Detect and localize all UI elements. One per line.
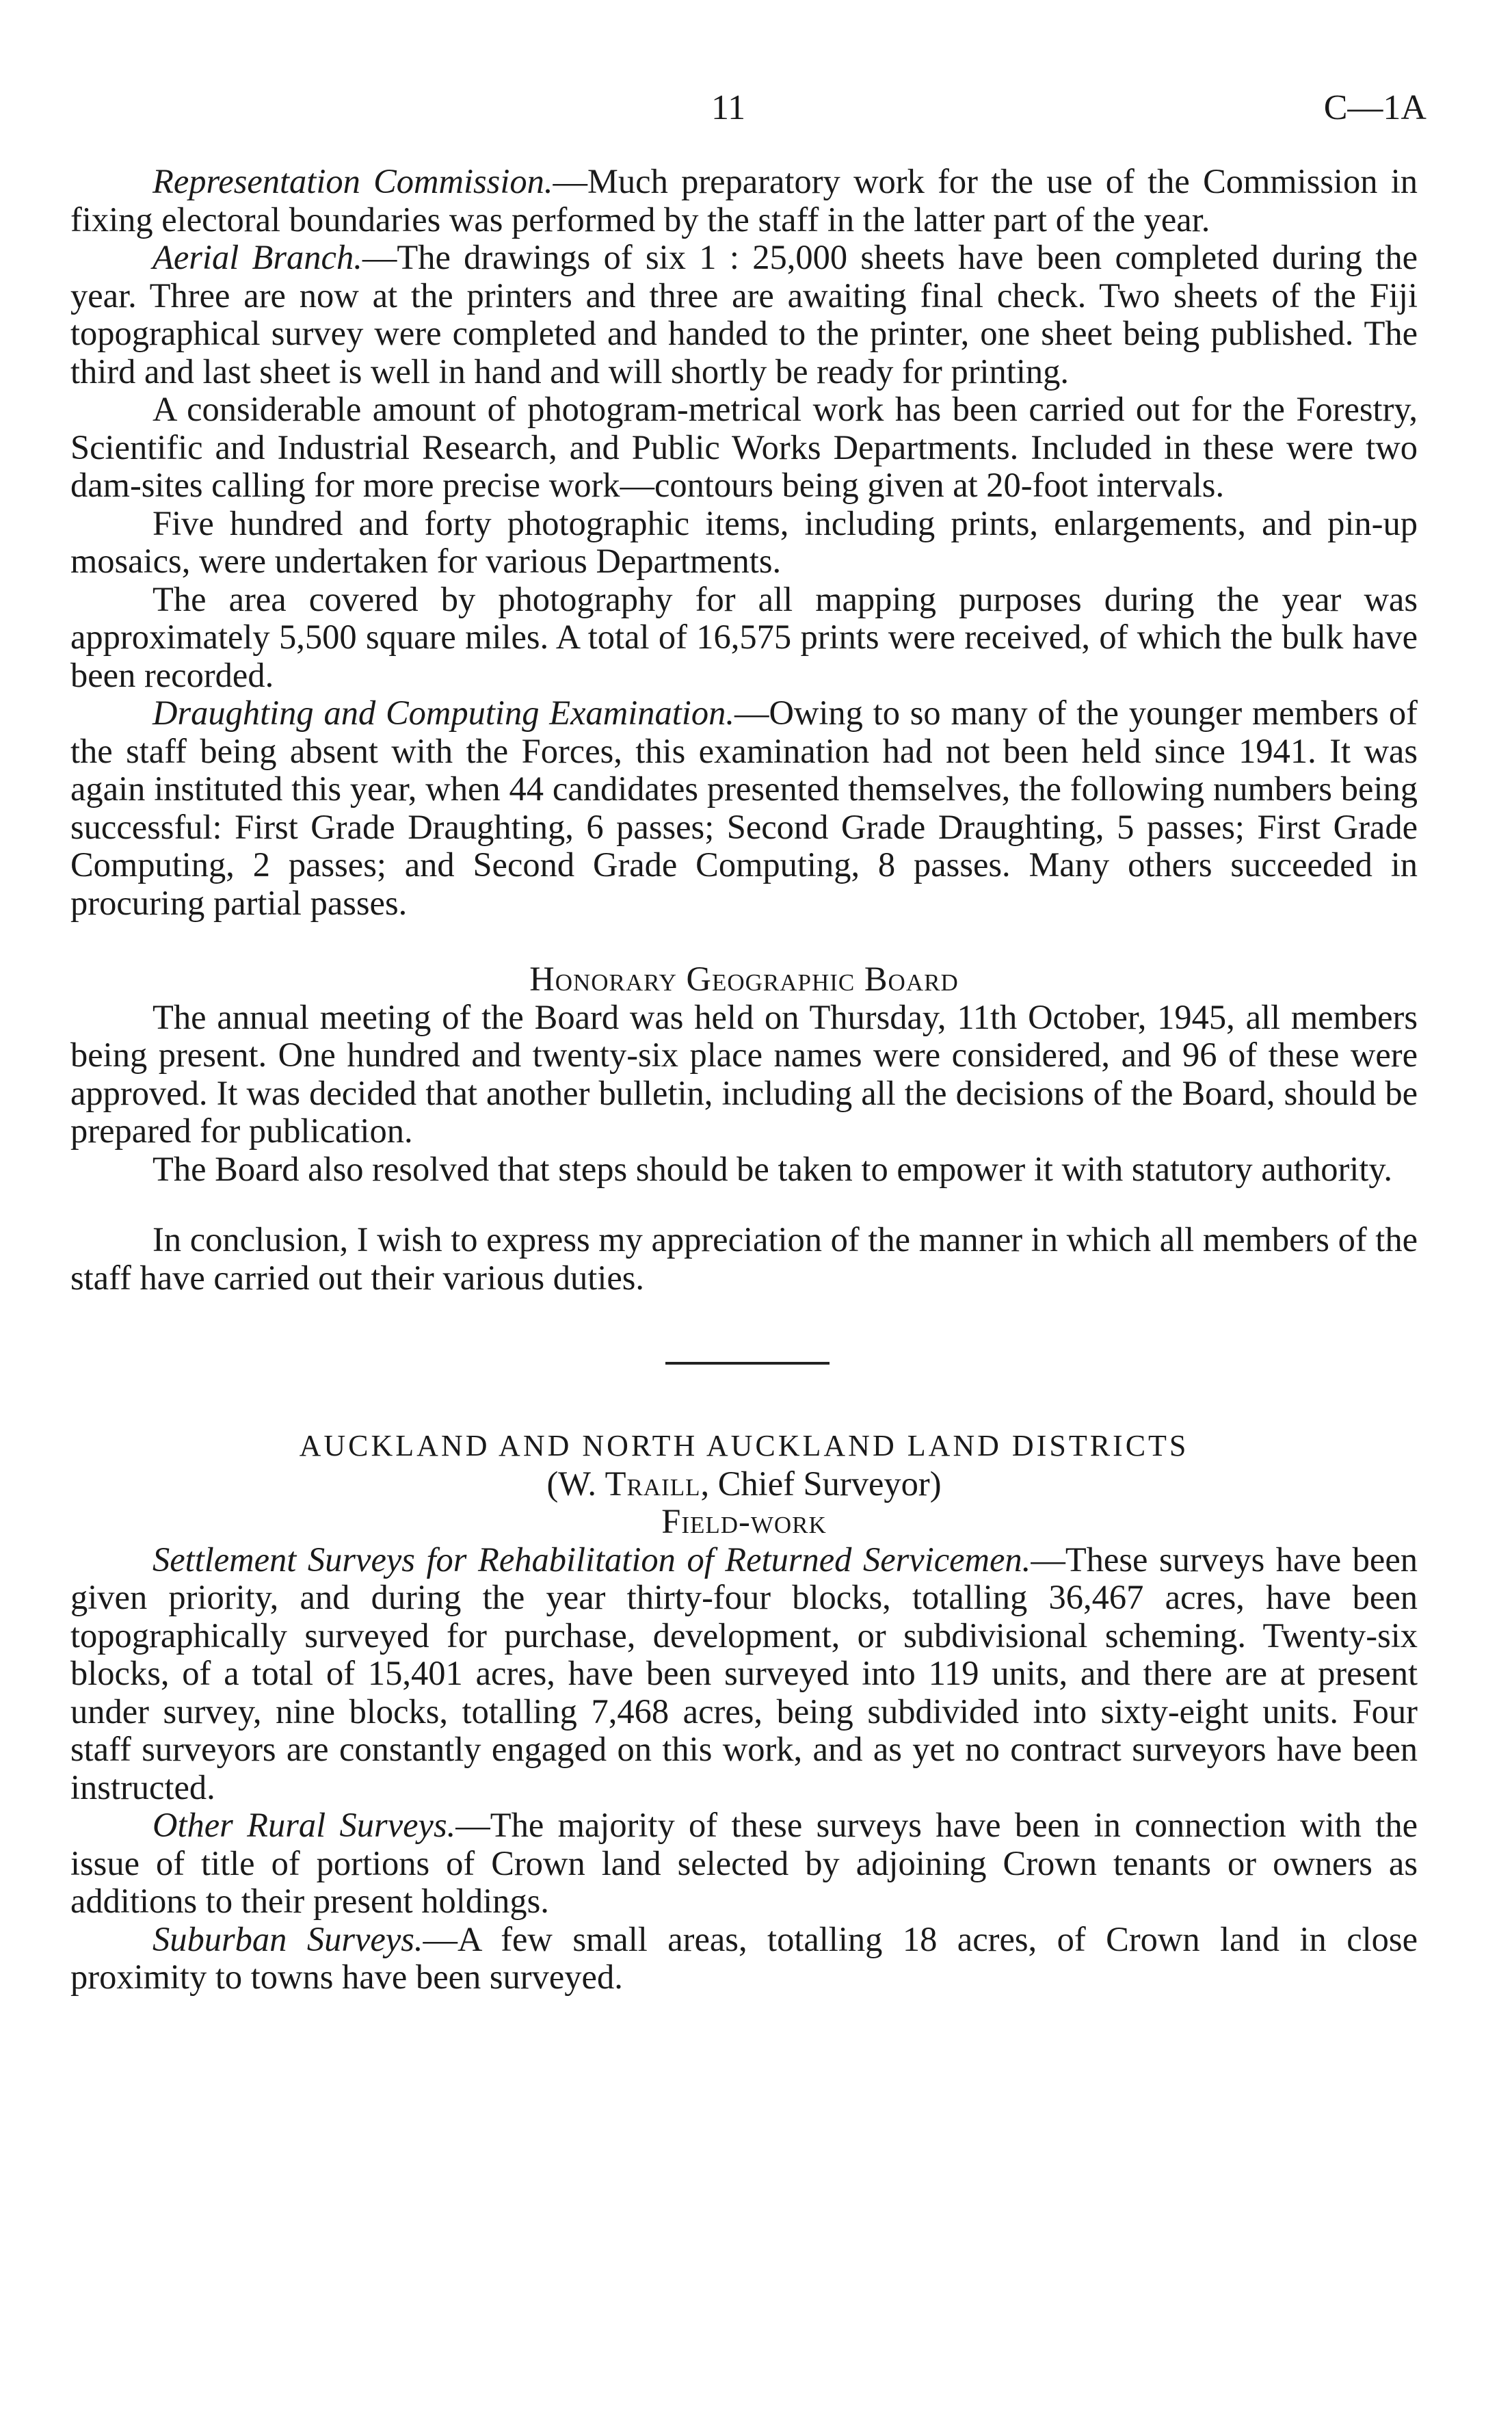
paragraph-lead: Aerial Branch. (152, 238, 362, 276)
paragraph (70, 581, 1418, 695)
paragraph-text: A considerable amount of photogram-metrical work has been carried out for the Forestry, Scientific and Industrial Research, and Public Works Departments. Included in these were two dam-sites calling for more precise work—contours being given at 20-foot intervals. (70, 390, 1418, 504)
conclusion-paragraph (70, 1221, 1418, 1297)
paragraph-lead: Representation Commission. (152, 162, 553, 200)
surveyor-line: (W. Traill, Chief Surveyor) (546, 1464, 942, 1503)
paragraph-text: The annual meeting of the Board was held on Thursday, 11th October, 1945, all members being present. One hundred and twenty-six place names were considered, and 96 of these were approved. It was decided that another bulletin, including all the decisions of the Board, should be prepared for publication. (70, 997, 1418, 1150)
paragraph-text: —The majority of these surveys have been in connection with the issue of title of portions of Crown land selected by adjoining Crown tenants or owners as additions to their present holdings. (70, 1806, 1418, 1920)
paragraph (70, 999, 1418, 1151)
paragraph (70, 1541, 1418, 1807)
paragraph (70, 163, 1418, 239)
paragraph-text: In conclusion, I wish to express my appreciation of the manner in which all members of the staff have carried out their various duties. (70, 1220, 1418, 1297)
paragraph-text: The Board also resolved that steps should be taken to empower it with statutory authority. (152, 1149, 1392, 1188)
page-number: 11 (711, 88, 746, 127)
paragraph (70, 694, 1418, 922)
district-heading: AUCKLAND AND NORTH AUCKLAND LAND DISTRICTS (299, 1429, 1189, 1462)
paragraph (70, 505, 1418, 581)
paragraph-text: —The drawings of six 1 : 25,000 sheets have been completed during the year. Three are now at the printers and three are awaiting final check. Two sheets of the Fiji topographical survey were completed and handed to the printer, one sheet being published. The third and last sheet is well in hand and will shortly be ready for printing. (70, 238, 1418, 391)
document-reference: C—1A (1323, 88, 1427, 127)
paragraph (70, 1151, 1418, 1189)
body-text (70, 163, 1418, 1997)
paragraph-text: Five hundred and forty photographic items, including prints, enlargements, and pin-up mosaics, were undertaken for various Departments. (70, 503, 1418, 580)
paragraph-lead: Settlement Surveys for Rehabilitation of Returned Servicemen. (152, 1540, 1031, 1579)
paragraph-text: —A few small areas, totalling 18 acres, of Crown land in close proximity to towns have been surveyed. (70, 1919, 1418, 1996)
paragraph-lead: Suburban Surveys. (152, 1919, 423, 1958)
paragraph-lead: Draughting and Computing Examination. (152, 694, 734, 732)
section-heading: Honorary Geographic Board (529, 960, 959, 998)
section-divider (665, 1362, 830, 1365)
subsection-heading: Field-work (661, 1502, 827, 1540)
surveyor-name: Traill (605, 1464, 701, 1503)
paragraph-text: —Owing to so many of the younger members of the staff being absent with the Forces, this examination had not been held since 1941. It was again instituted this year, when 44 candidates presented themselves, the following numbers being successful: First Grade Draughting, 6 passes; Second Grade Draughting, 5 passes; First Grade Computing, 2 passes; and Second Grade Computing, 8 passes. Many others succeeded in procuring partial passes. (70, 694, 1418, 922)
paragraph (70, 1921, 1418, 1997)
paragraph-lead: Other Rural Surveys. (152, 1806, 456, 1844)
paragraph (70, 1806, 1418, 1921)
paragraph (70, 239, 1418, 391)
paragraph-text: —Much preparatory work for the use of the Commission in fixing electoral boundaries was performed by the staff in the latter part of the year. (70, 162, 1418, 239)
paragraph-text: —These surveys have been given priority, and during the year thirty-four blocks, totalling 36,467 acres, have been topographically surveyed for purchase, development, or subdivisional scheming. Twenty-six blocks, of a total of 15,401 acres, have been surveyed into 119 units, and there are at present under survey, nine blocks, totalling 7,468 acres, being subdivided into sixty-eight units. Four staff surveyors are constantly engaged on this work, and as yet no contract surveyors have been instructed. (70, 1540, 1418, 1806)
page-header (0, 88, 1512, 135)
paragraph (70, 391, 1418, 505)
paragraph-text: The area covered by photography for all mapping purposes during the year was approximately 5,500 square miles. A total of 16,575 prints were received, of which the bulk have been recorded. (70, 579, 1418, 694)
